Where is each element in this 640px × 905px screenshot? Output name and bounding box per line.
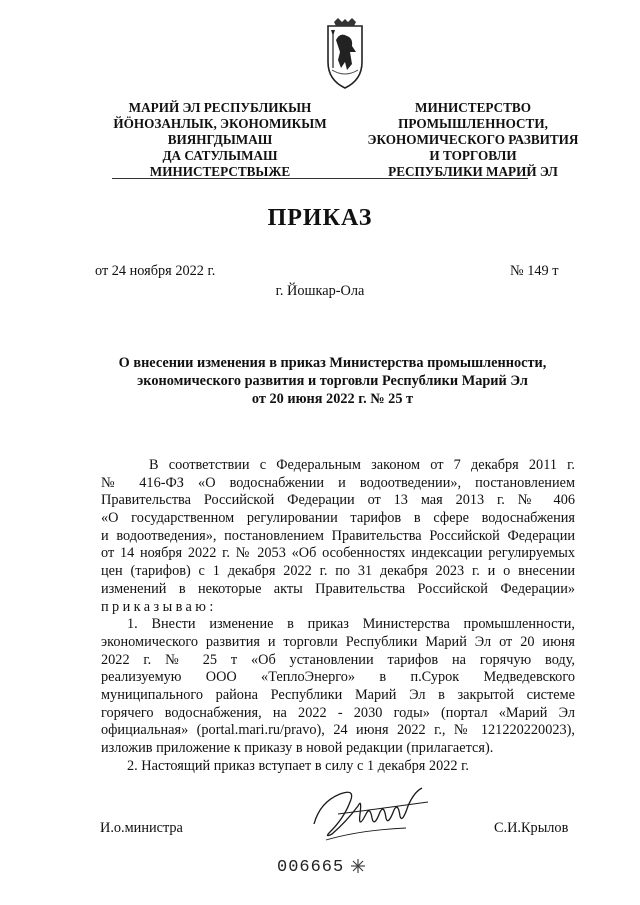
body-line: изложив приложение к приказу в новой редакции (прилагается). (101, 740, 494, 756)
body-line: муниципального района Республики Марий Эл в закрытой системе (101, 686, 575, 703)
body-line: «О государственном регулировании тарифов в сфере водоснабжения (101, 510, 575, 527)
subject-line: от 20 июня 2022 г. № 25 т (251, 391, 414, 407)
body-line: экономического развития и торговли Республики Марий Эл от 20 июня (101, 633, 575, 650)
body-line: от 14 ноября 2022 г. № 2053 «Об особенностях индексации регулируемых (101, 545, 575, 562)
asterisk-mark-icon (350, 858, 366, 874)
body-line: и водоотведения», постановлением Правительства Российской Федерации (101, 527, 575, 544)
header-left-line: ВИЯНГДЫМАШ (167, 132, 273, 147)
signatory-position: И.о.министра (100, 820, 183, 836)
order-date: от 24 ноября 2022 г. (95, 263, 216, 279)
body-line: цен (тарифов) с 1 декабря 2022 г. по 31 декабря 2023 г. и о внесении (101, 563, 575, 580)
header-left-line: ЙÖНОЗАНЛЫК, ЭКОНОМИКЫМ (113, 116, 327, 131)
header-divider (112, 178, 528, 179)
body-line: официальная» (portal.mari.ru/pravo), 24 июня 2022 г., № 121220220023), (101, 722, 575, 739)
subject-line: экономического развития и торговли Республики Марий Эл (137, 373, 528, 389)
header-right-line: МИНИСТЕРСТВО (415, 100, 531, 115)
document-title: ПРИКАЗ (267, 205, 373, 231)
order-body (101, 457, 575, 775)
header-left-line: МАРИЙ ЭЛ РЕСПУБЛИКЫН (128, 100, 312, 115)
body-line: горячего водоснабжения, на 2022 - 2030 годы» (портал «Марий Эл (101, 704, 575, 721)
body-line: Правительства Российской Федерации от 13 мая 2013 г. № 406 (101, 492, 575, 509)
order-number: № 149 т (510, 263, 559, 279)
body-line-command: приказываю: (101, 598, 217, 615)
body-line: 2. Настоящий приказ вступает в силу с 1 декабря 2022 г. (127, 757, 469, 774)
header-left-marii (95, 100, 345, 180)
order-city: г. Йошкар-Ола (275, 283, 365, 299)
body-line: № 416-ФЗ «О водоснабжении и водоотведении», постановлением (101, 474, 575, 491)
header-right-line: ЭКОНОМИЧЕСКОГО РАЗВИТИЯ (367, 132, 579, 147)
header-left-line: МИНИСТЕРСТВЫЖЕ (149, 164, 291, 179)
header-left-line: ДА САТУЛЫМАШ (162, 148, 278, 163)
registration-number: 006665 (277, 858, 345, 877)
header-right-line: ПРОМЫШЛЕННОСТИ, (398, 116, 548, 131)
body-line: В соответствии с Федеральным законом от 7 декабря 2011 г. (149, 457, 575, 473)
body-line: 2022 г. № 25 т «Об установлении тарифов на горячую воду, (101, 651, 575, 668)
subject-line: О внесении изменения в приказ Министерства промышленности, (118, 355, 547, 371)
order-subject (95, 354, 570, 408)
body-line: 1. Внести изменение в приказ Министерства промышленности, (127, 616, 575, 633)
body-line: изменений в некоторые акты Правительства Российской Федерации» (101, 580, 575, 597)
handwritten-signature (310, 784, 440, 848)
header-right-russian (342, 100, 604, 180)
body-line: реализуемую ООО «ТеплоЭнерго» в п.Сурок Медведевского (101, 669, 575, 686)
coat-of-arms-emblem (320, 18, 370, 92)
header-right-line: РЕСПУБЛИКИ МАРИЙ ЭЛ (388, 164, 558, 179)
header-right-line: И ТОРГОВЛИ (429, 148, 517, 163)
signatory-name: С.И.Крылов (494, 820, 569, 836)
